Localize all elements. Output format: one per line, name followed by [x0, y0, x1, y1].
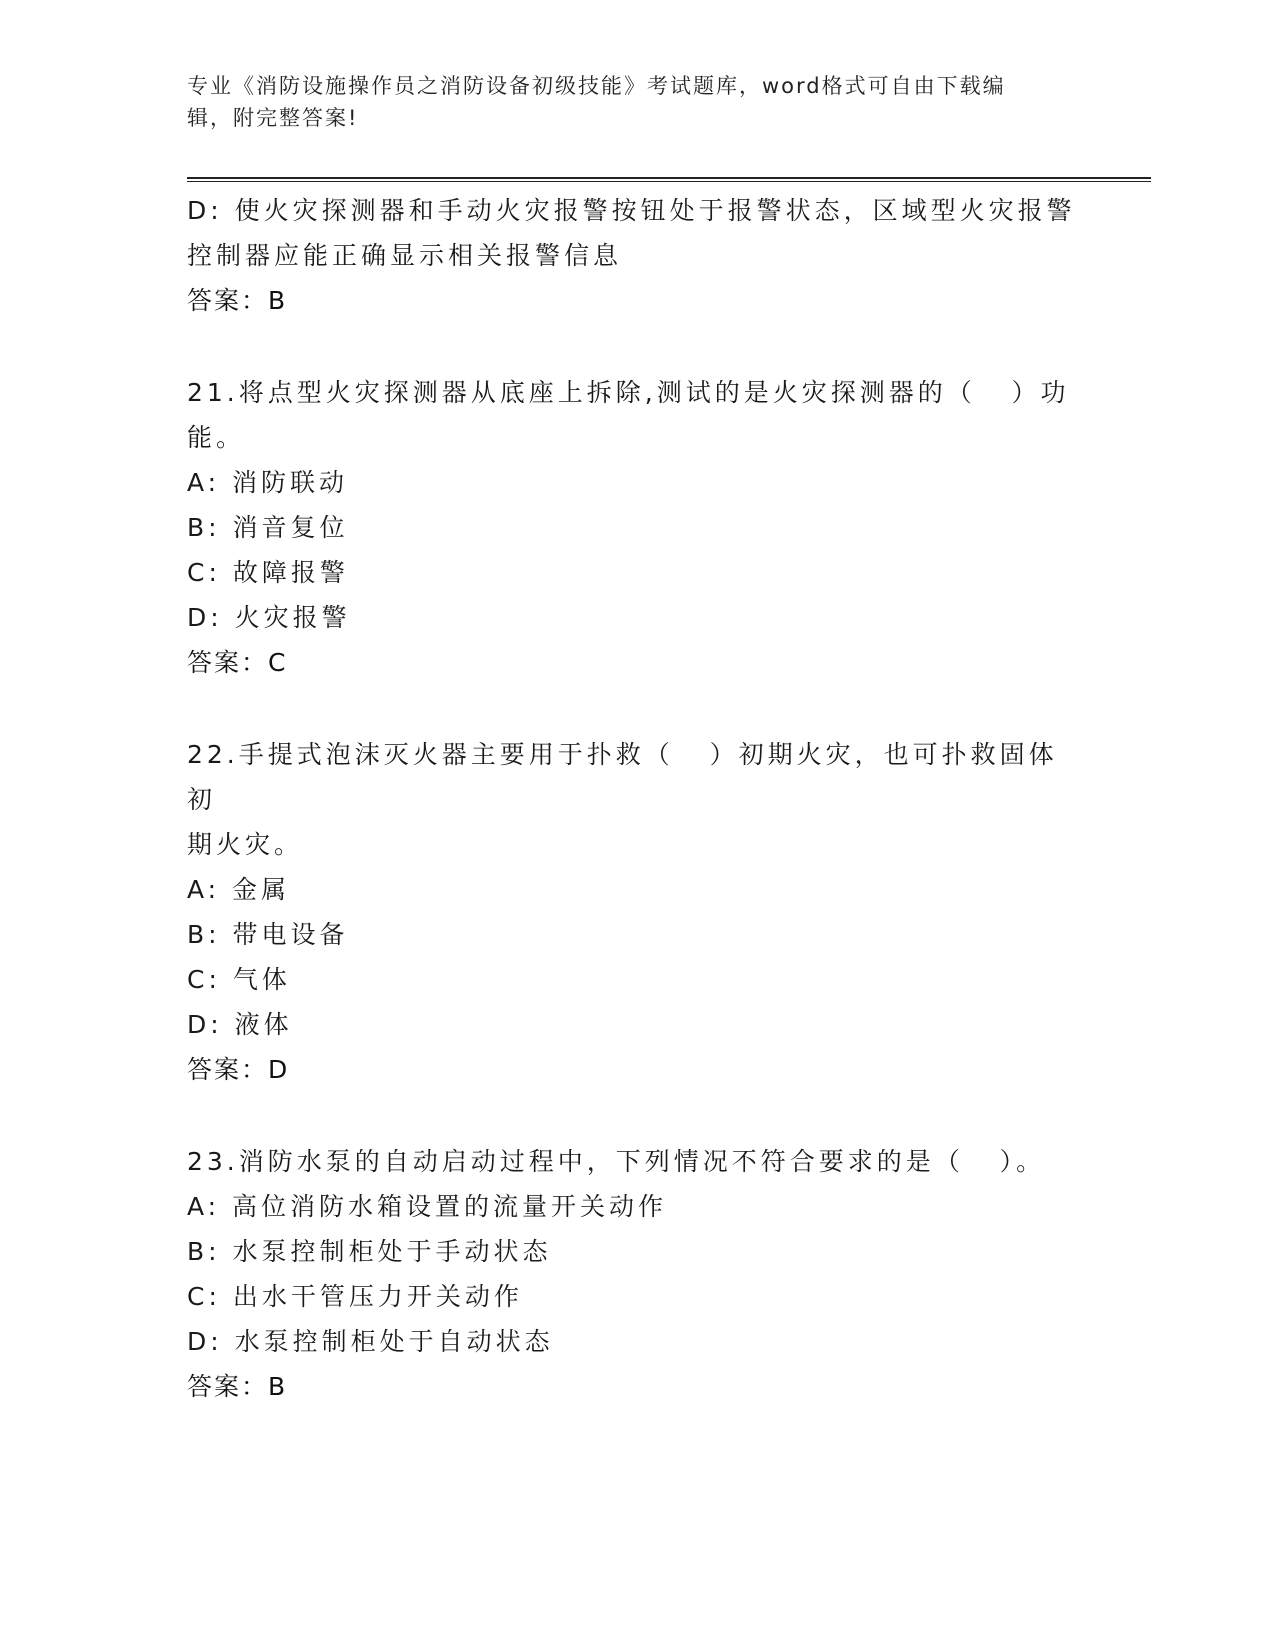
question-block-23: [187, 1139, 1077, 1409]
block-spacer: [187, 323, 1077, 370]
option-d: D: 水泵控制柜处于自动状态: [187, 1327, 554, 1356]
option-b: B: 消音复位: [187, 513, 349, 542]
answer-text: 答案：B: [187, 286, 288, 315]
option-d-line-1: D: 使火灾探测器和手动火灾报警按钮处于报警状态，区域型火灾报警: [187, 196, 1076, 225]
option-b: B: 带电设备: [187, 920, 349, 949]
question-stem-line-1: 23.消防水泵的自动启动过程中，下列情况不符合要求的是（ ）。: [187, 1147, 1046, 1176]
question-block-21: [187, 370, 1077, 685]
question-stem-line-2: 期火灾。: [187, 830, 304, 859]
header-line-2: 辑，附完整答案!: [187, 106, 359, 130]
header-divider-thick: [187, 177, 1151, 179]
document-header: [187, 70, 1067, 134]
header-divider-thin: [187, 181, 1151, 182]
option-c: C: 气体: [187, 965, 291, 994]
question-stem-line-2: 能。: [187, 423, 246, 452]
option-c: C: 出水干管压力开关动作: [187, 1282, 523, 1311]
option-d: D: 液体: [187, 1010, 293, 1039]
question-stem-line-1: 21.将点型火灾探测器从底座上拆除,测试的是火灾探测器的（ ）功: [187, 378, 1070, 407]
answer-text: 答案：D: [187, 1055, 290, 1084]
option-b: B: 水泵控制柜处于手动状态: [187, 1237, 552, 1266]
question-stem-line-1: 22.手提式泡沫灭火器主要用于扑救（ ）初期火灾，也可扑救固体初: [187, 740, 1058, 814]
answer-text: 答案：C: [187, 648, 288, 677]
option-d-line-2: 控制器应能正确显示相关报警信息: [187, 241, 623, 270]
answer-text: 答案：B: [187, 1372, 288, 1401]
option-a: A: 高位消防水箱设置的流量开关动作: [187, 1192, 668, 1221]
question-block-22: [187, 732, 1077, 1092]
option-d: D: 火灾报警: [187, 603, 351, 632]
question-block-20-tail: [187, 188, 1077, 323]
option-c: C: 故障报警: [187, 558, 349, 587]
block-spacer: [187, 685, 1077, 732]
option-a: A: 消防联动: [187, 468, 349, 497]
header-line-1: 专业《消防设施操作员之消防设备初级技能》考试题库，word格式可自由下载编: [187, 74, 1006, 98]
question-list: [187, 188, 1077, 1409]
block-spacer: [187, 1092, 1077, 1139]
option-a: A: 金属: [187, 875, 291, 904]
